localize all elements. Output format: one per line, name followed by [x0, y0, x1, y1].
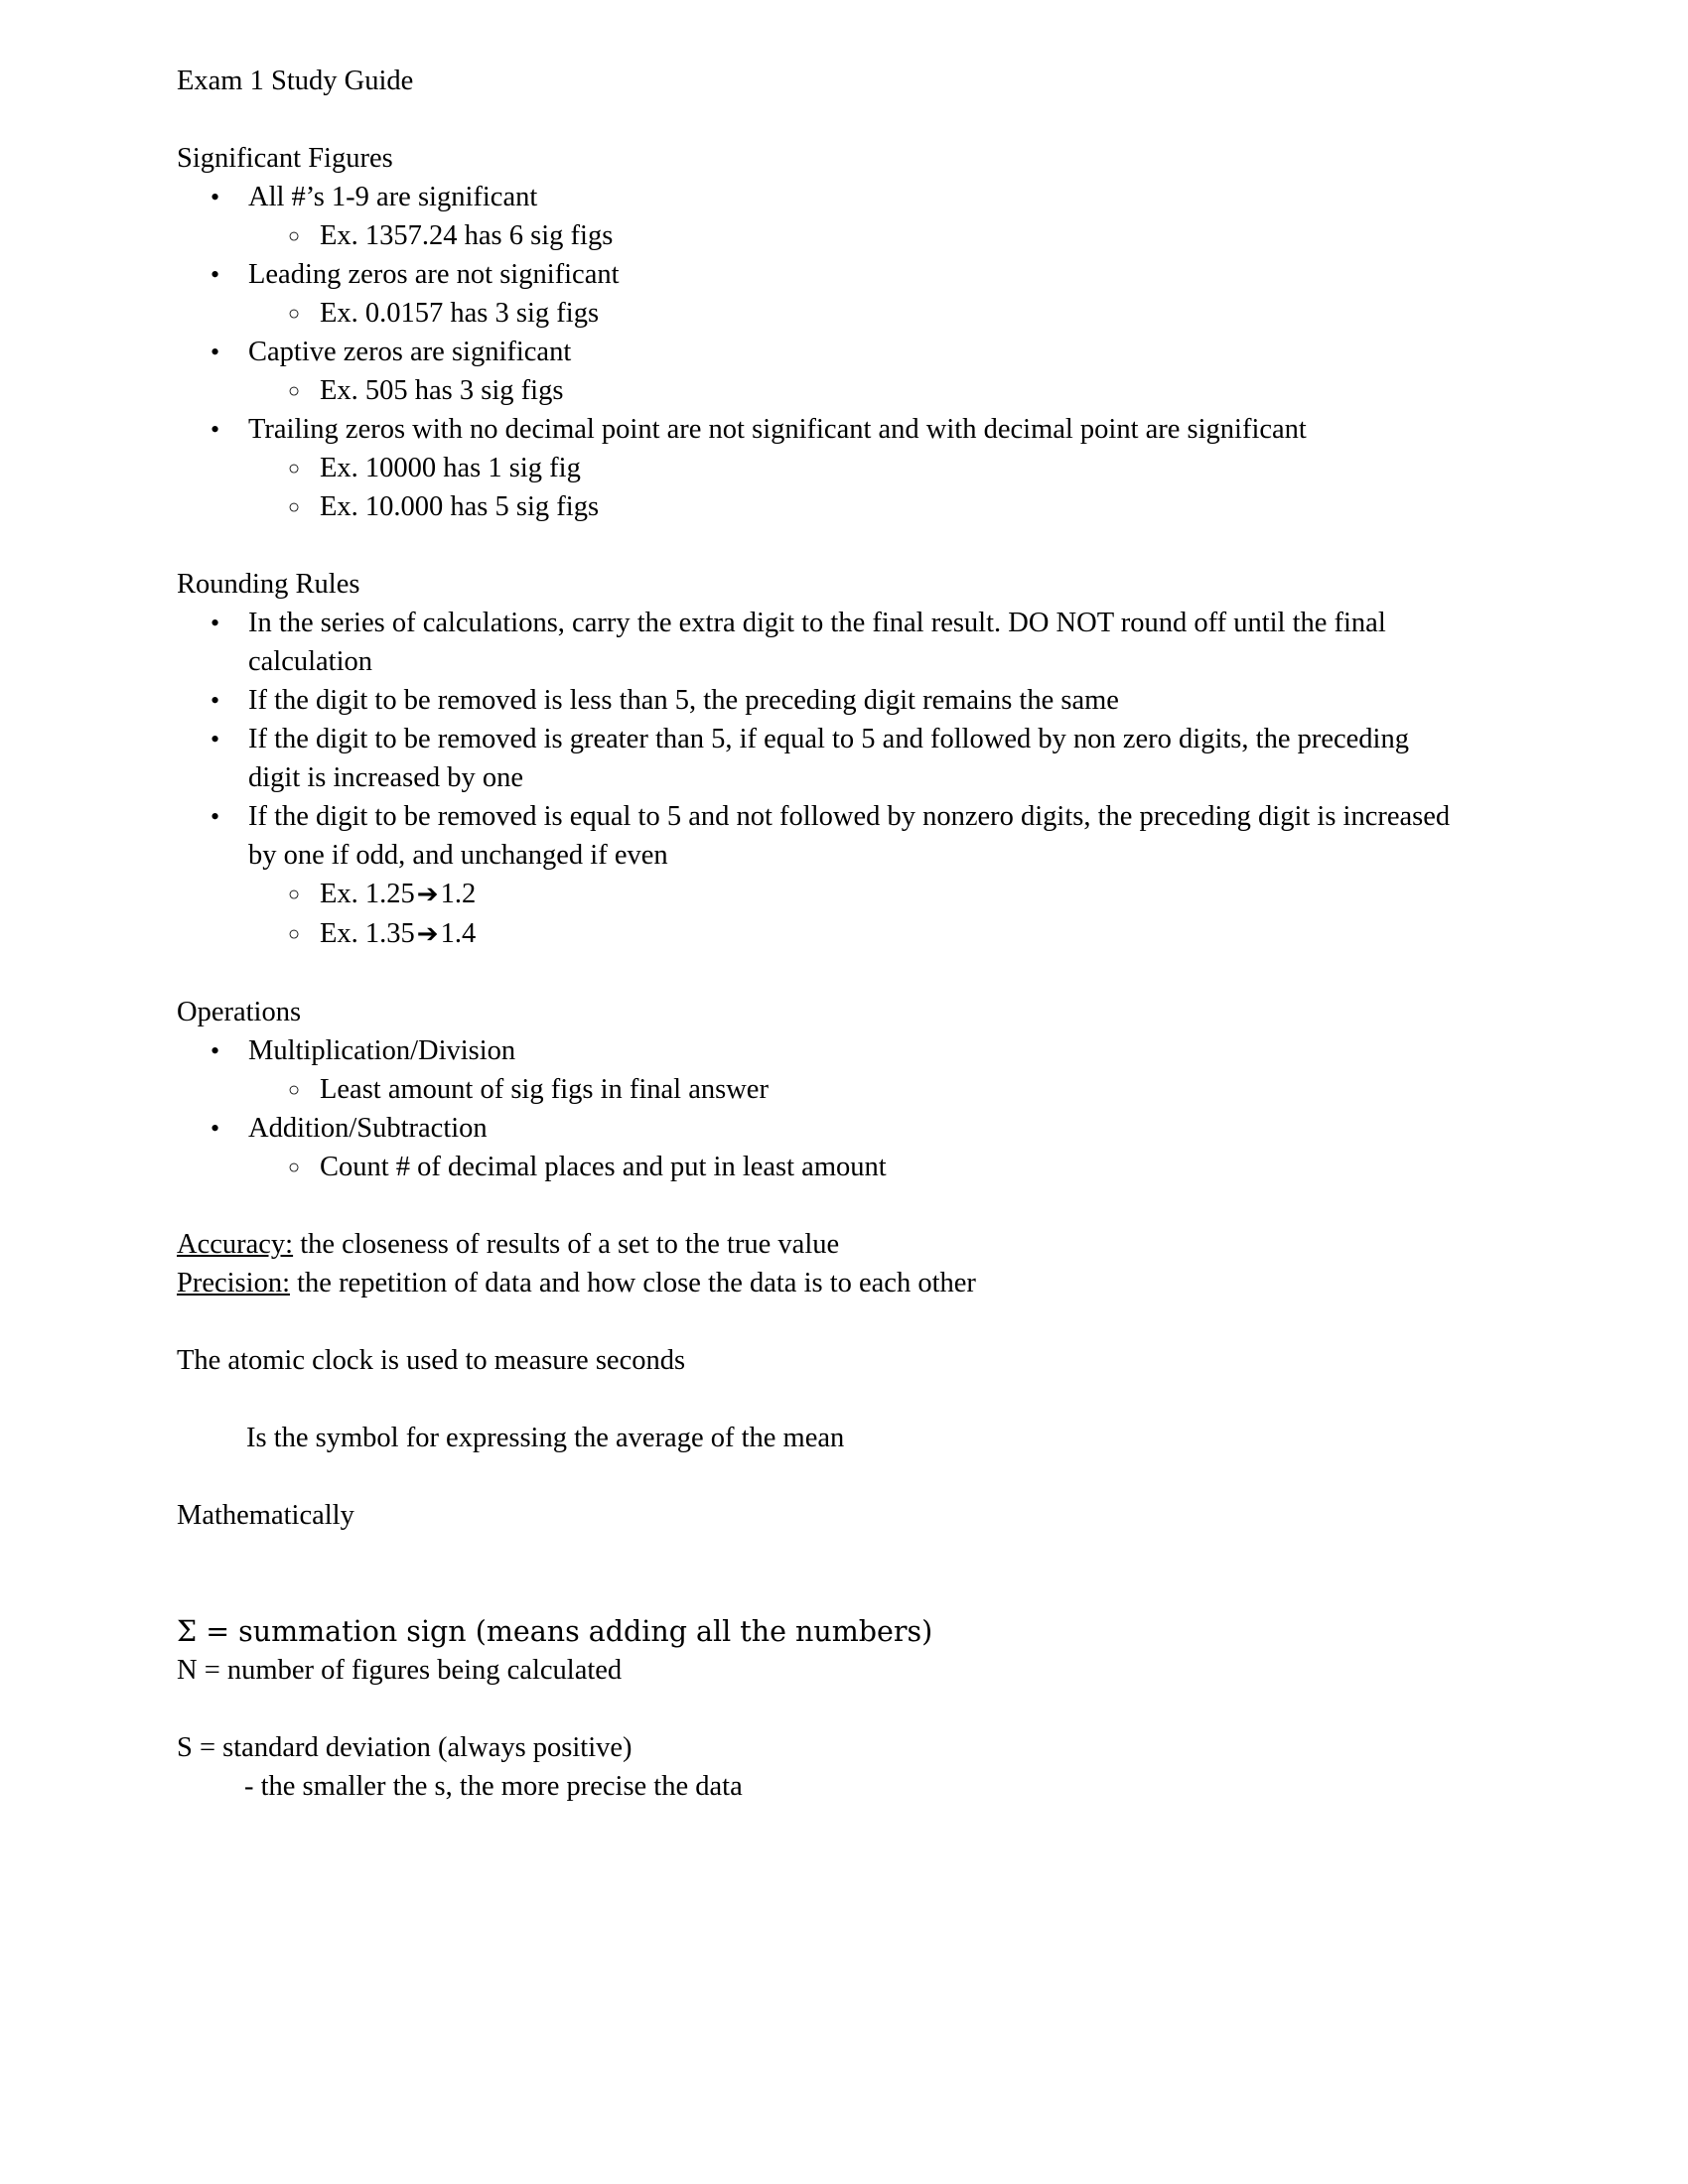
spacer [177, 1690, 1458, 1728]
definition-term: Precision: [177, 1268, 290, 1298]
list-item [248, 875, 1458, 914]
sublist [248, 294, 1458, 333]
list-item-text: Ex. 0.0157 has 3 sig figs [320, 298, 600, 329]
definition-precision [177, 1264, 1458, 1302]
example-prefix: Ex. 1.35 [320, 918, 415, 949]
arrow-icon: ➔ [416, 880, 439, 909]
spacer [177, 1573, 1458, 1612]
bullet-filled-icon: • [211, 1036, 220, 1065]
bullet-filled-icon: • [211, 725, 220, 753]
section-heading-operations: Operations [177, 997, 302, 1027]
list-item [177, 797, 1458, 954]
list-item-text: All #’s 1-9 are significant [248, 182, 538, 212]
list-item-text: Ex. 1357.24 has 6 sig figs [320, 220, 614, 251]
list-item-text: In the series of calculations, carry the extra digit to the final result. DO NOT round off until the final calculation [248, 608, 1386, 677]
sublist [248, 216, 1458, 255]
sublist [248, 1148, 1458, 1186]
list-item [177, 604, 1458, 681]
list-item [248, 1070, 1458, 1109]
list-item-text: Ex. 10000 has 1 sig fig [320, 453, 581, 483]
bullet-hollow-icon: ○ [288, 1157, 301, 1178]
bullet-hollow-icon: ○ [288, 923, 301, 945]
spacer [177, 1380, 1458, 1419]
bullet-hollow-icon: ○ [288, 303, 301, 325]
bullet-filled-icon: • [211, 415, 220, 444]
list-item-text: Ex. 10.000 has 5 sig figs [320, 491, 600, 522]
std-dev-line: S = standard deviation (always positive) [177, 1732, 633, 1763]
spacer [177, 100, 1458, 139]
spacer [177, 526, 1458, 565]
example-suffix: 1.2 [440, 879, 477, 909]
list-item [177, 333, 1458, 410]
std-dev-note: - the smaller the s, the more precise the data [244, 1771, 743, 1802]
list-significant-figures [177, 178, 1458, 526]
list-item [248, 1148, 1458, 1186]
sublist [248, 875, 1458, 954]
list-item-text: Captive zeros are significant [248, 337, 572, 367]
list-item-text: Multiplication/Division [248, 1035, 516, 1066]
list-item [248, 294, 1458, 333]
spacer [177, 1186, 1458, 1225]
list-item [177, 681, 1458, 720]
list-rounding-rules [177, 604, 1458, 954]
list-item [248, 216, 1458, 255]
bullet-hollow-icon: ○ [288, 380, 301, 402]
list-item [248, 914, 1458, 954]
bullet-filled-icon: • [211, 609, 220, 637]
bullet-hollow-icon: ○ [288, 496, 301, 518]
bullet-filled-icon: • [211, 686, 220, 715]
bullet-filled-icon: • [211, 183, 220, 211]
section-heading-significant-figures: Significant Figures [177, 143, 393, 174]
sublist [248, 1070, 1458, 1109]
example-prefix: Ex. 1.25 [320, 879, 415, 909]
definition-term: Accuracy: [177, 1229, 294, 1260]
list-item-text: If the digit to be removed is greater than 5, if equal to 5 and followed by non zero digits, the preceding digit is increased by one [248, 724, 1409, 793]
std-dev-note-line [177, 1767, 1458, 1806]
list-item-text: Ex. 505 has 3 sig figs [320, 375, 564, 406]
note-mathematically: Mathematically [177, 1500, 354, 1531]
bullet-filled-icon: • [211, 260, 220, 289]
bullet-hollow-icon: ○ [288, 1079, 301, 1101]
note-mean-symbol-line [177, 1419, 1458, 1457]
list-item [177, 255, 1458, 333]
definition-accuracy [177, 1225, 1458, 1264]
arrow-icon: ➔ [416, 919, 439, 949]
note-mean-symbol: Is the symbol for expressing the average of the mean [246, 1423, 845, 1453]
bullet-filled-icon: • [211, 1114, 220, 1143]
bullet-hollow-icon: ○ [288, 225, 301, 247]
symbol-sigma: Σ = summation sign (means adding all the numbers) [177, 1615, 933, 1648]
spacer [177, 1457, 1458, 1496]
list-item-text: Addition/Subtraction [248, 1113, 488, 1144]
page-title: Exam 1 Study Guide [177, 66, 414, 96]
list-item [248, 487, 1458, 526]
list-item [177, 410, 1458, 526]
list-item-text: If the digit to be removed is equal to 5 and not followed by nonzero digits, the preceding digit is increased by one if odd, and unchanged if even [248, 801, 1451, 871]
list-item [177, 1109, 1458, 1186]
list-item [248, 371, 1458, 410]
bullet-hollow-icon: ○ [288, 458, 301, 479]
list-item [248, 449, 1458, 487]
spacer [177, 1535, 1458, 1573]
example-suffix: 1.4 [440, 918, 477, 949]
symbol-n: N = number of figures being calculated [177, 1655, 623, 1686]
list-operations [177, 1031, 1458, 1186]
list-item-text: Least amount of sig figs in final answer [320, 1074, 769, 1105]
bullet-filled-icon: • [211, 338, 220, 366]
list-item [177, 1031, 1458, 1109]
list-item-text: If the digit to be removed is less than 5, the preceding digit remains the same [248, 685, 1119, 716]
bullet-filled-icon: • [211, 802, 220, 831]
list-item [177, 720, 1458, 797]
definition-body: the closeness of results of a set to the true value [293, 1229, 840, 1260]
list-item [177, 178, 1458, 255]
list-item-text: Trailing zeros with no decimal point are not significant and with decimal point are significant [248, 414, 1307, 445]
list-item-text: Count # of decimal places and put in least amount [320, 1152, 887, 1182]
spacer [177, 954, 1458, 993]
section-heading-rounding-rules: Rounding Rules [177, 569, 360, 600]
sublist [248, 449, 1458, 526]
spacer [177, 1302, 1458, 1341]
sublist [248, 371, 1458, 410]
note-atomic-clock: The atomic clock is used to measure seconds [177, 1345, 686, 1376]
document-body [177, 62, 1458, 1806]
list-item-text: Leading zeros are not significant [248, 259, 620, 290]
definition-body: the repetition of data and how close the data is to each other [290, 1268, 976, 1298]
bullet-hollow-icon: ○ [288, 884, 301, 905]
